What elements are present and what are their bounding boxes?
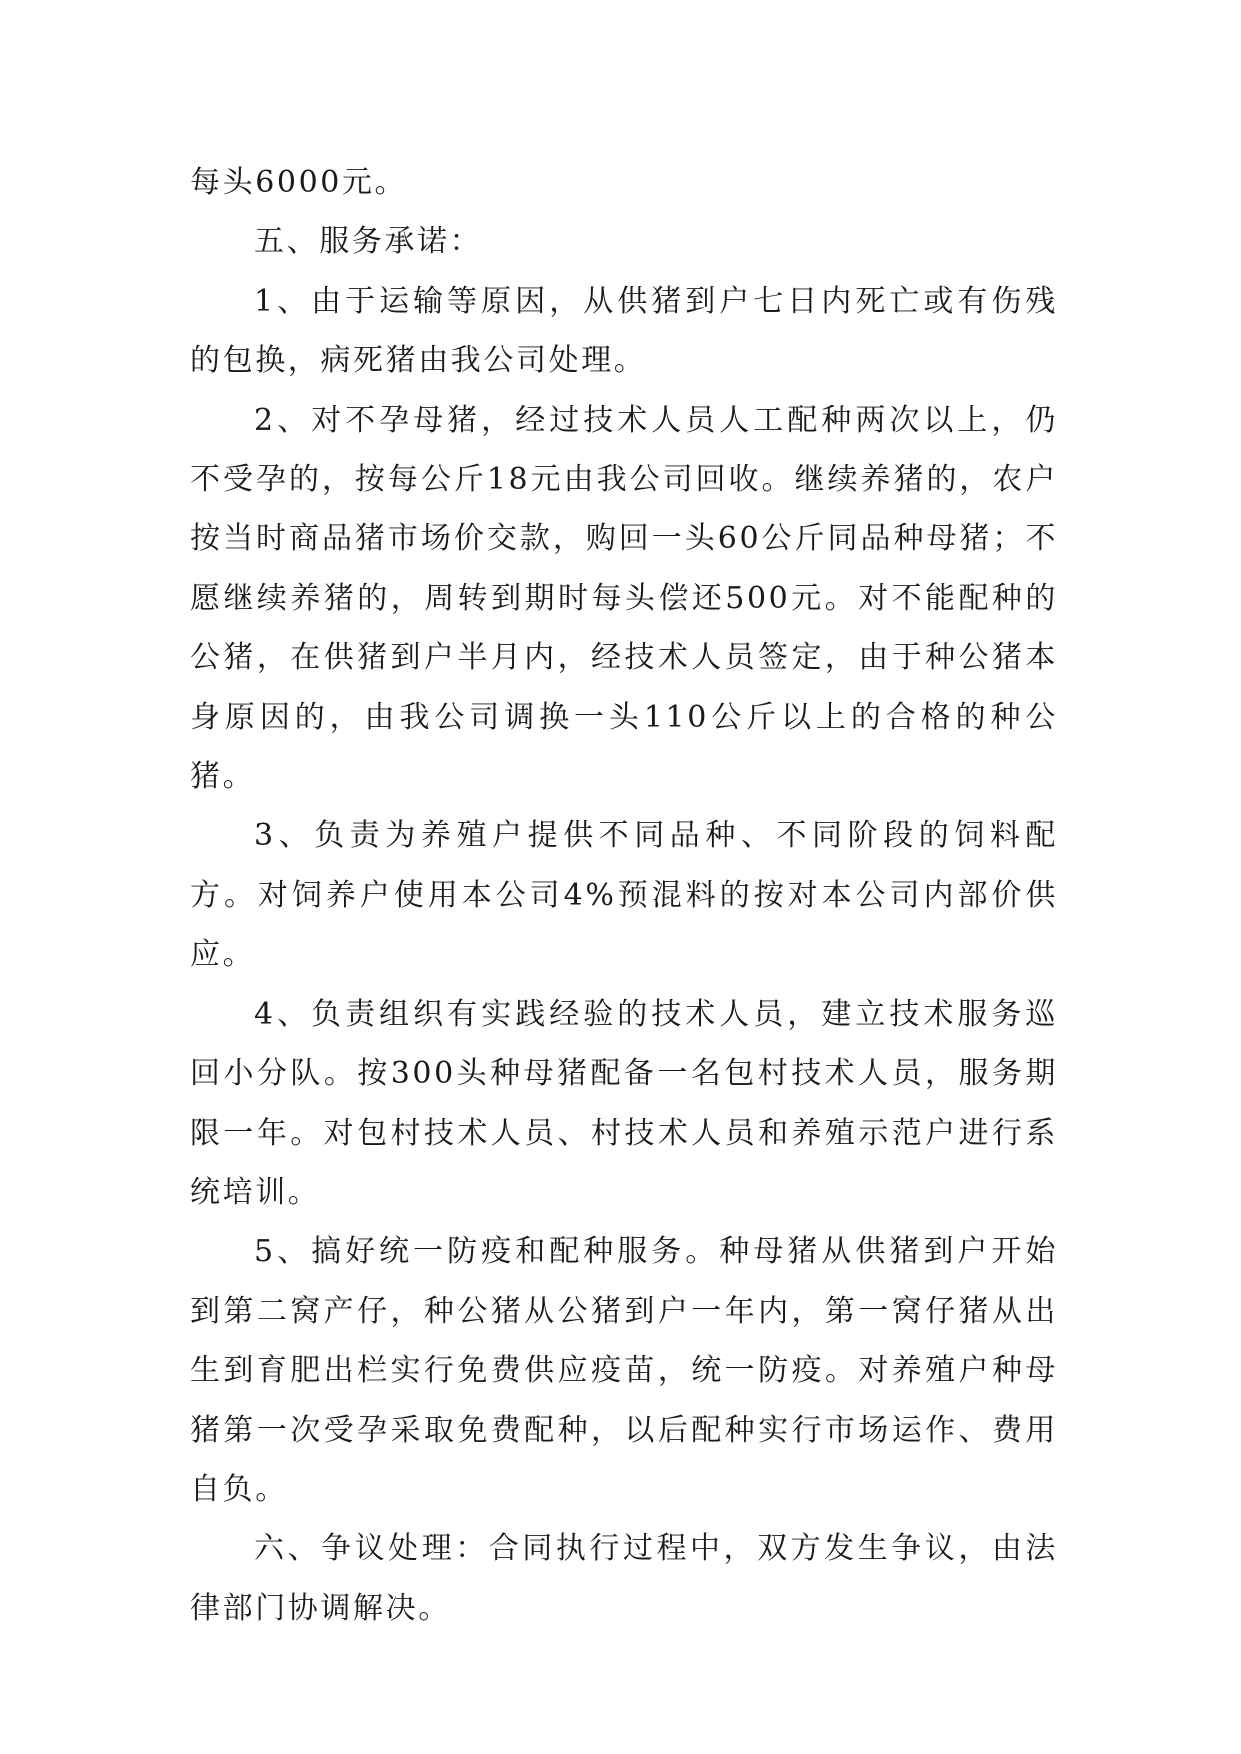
paragraph-item-3: 3、负责为养殖户提供不同品种、不同阶段的饲料配方。对饲养户使用本公司4%预混料的按对本公司内部价供应。 xyxy=(190,818,1058,973)
paragraph-item-2: 2、对不孕母猪，经过技术人员人工配种两次以上，仍不受孕的，按每公斤18元由我公司回收。继续养猪的，农户按当时商品猪市场价交款，购回一头60公斤同品种母猪；不愿继续养猪的，周转到期时每头偿还500元。对不能配种的公猪，在供猪到户半月内，经技术人员签定，由于种公猪本身原因的，由我公司调换一头110公斤以上的合格的种公猪。 xyxy=(190,402,1058,795)
paragraph-price-continuation: 每头6000元。 xyxy=(190,165,408,200)
paragraph-item-1: 1、由于运输等原因，从供猪到户七日内死亡或有伤残的包换，病死猪由我公司处理。 xyxy=(190,283,1058,379)
paragraph-item-5: 5、搞好统一防疫和配种服务。种母猪从供猪到户开始到第二窝产仔，种公猪从公猪到户一年内，第一窝仔猪从出生到育肥出栏实行免费供应疫苗，统一防疫。对养殖户种母猪第一次受孕采取免费配种，以后配种实行市场运作、费用自负。 xyxy=(190,1234,1058,1507)
section-heading-service-commitment: 五、服务承诺： xyxy=(254,224,483,260)
document-page xyxy=(190,153,1058,1638)
section-dispute-resolution: 六、争议处理：合同执行过程中，双方发生争议，由法律部门协调解决。 xyxy=(190,1531,1058,1626)
paragraph-item-4: 4、负责组织有实践经验的技术人员，建立技术服务巡回小分队。按300头种母猪配备一名包村技术人员，服务期限一年。对包村技术人员、村技术人员和养殖示范户进行系统培训。 xyxy=(190,996,1058,1210)
